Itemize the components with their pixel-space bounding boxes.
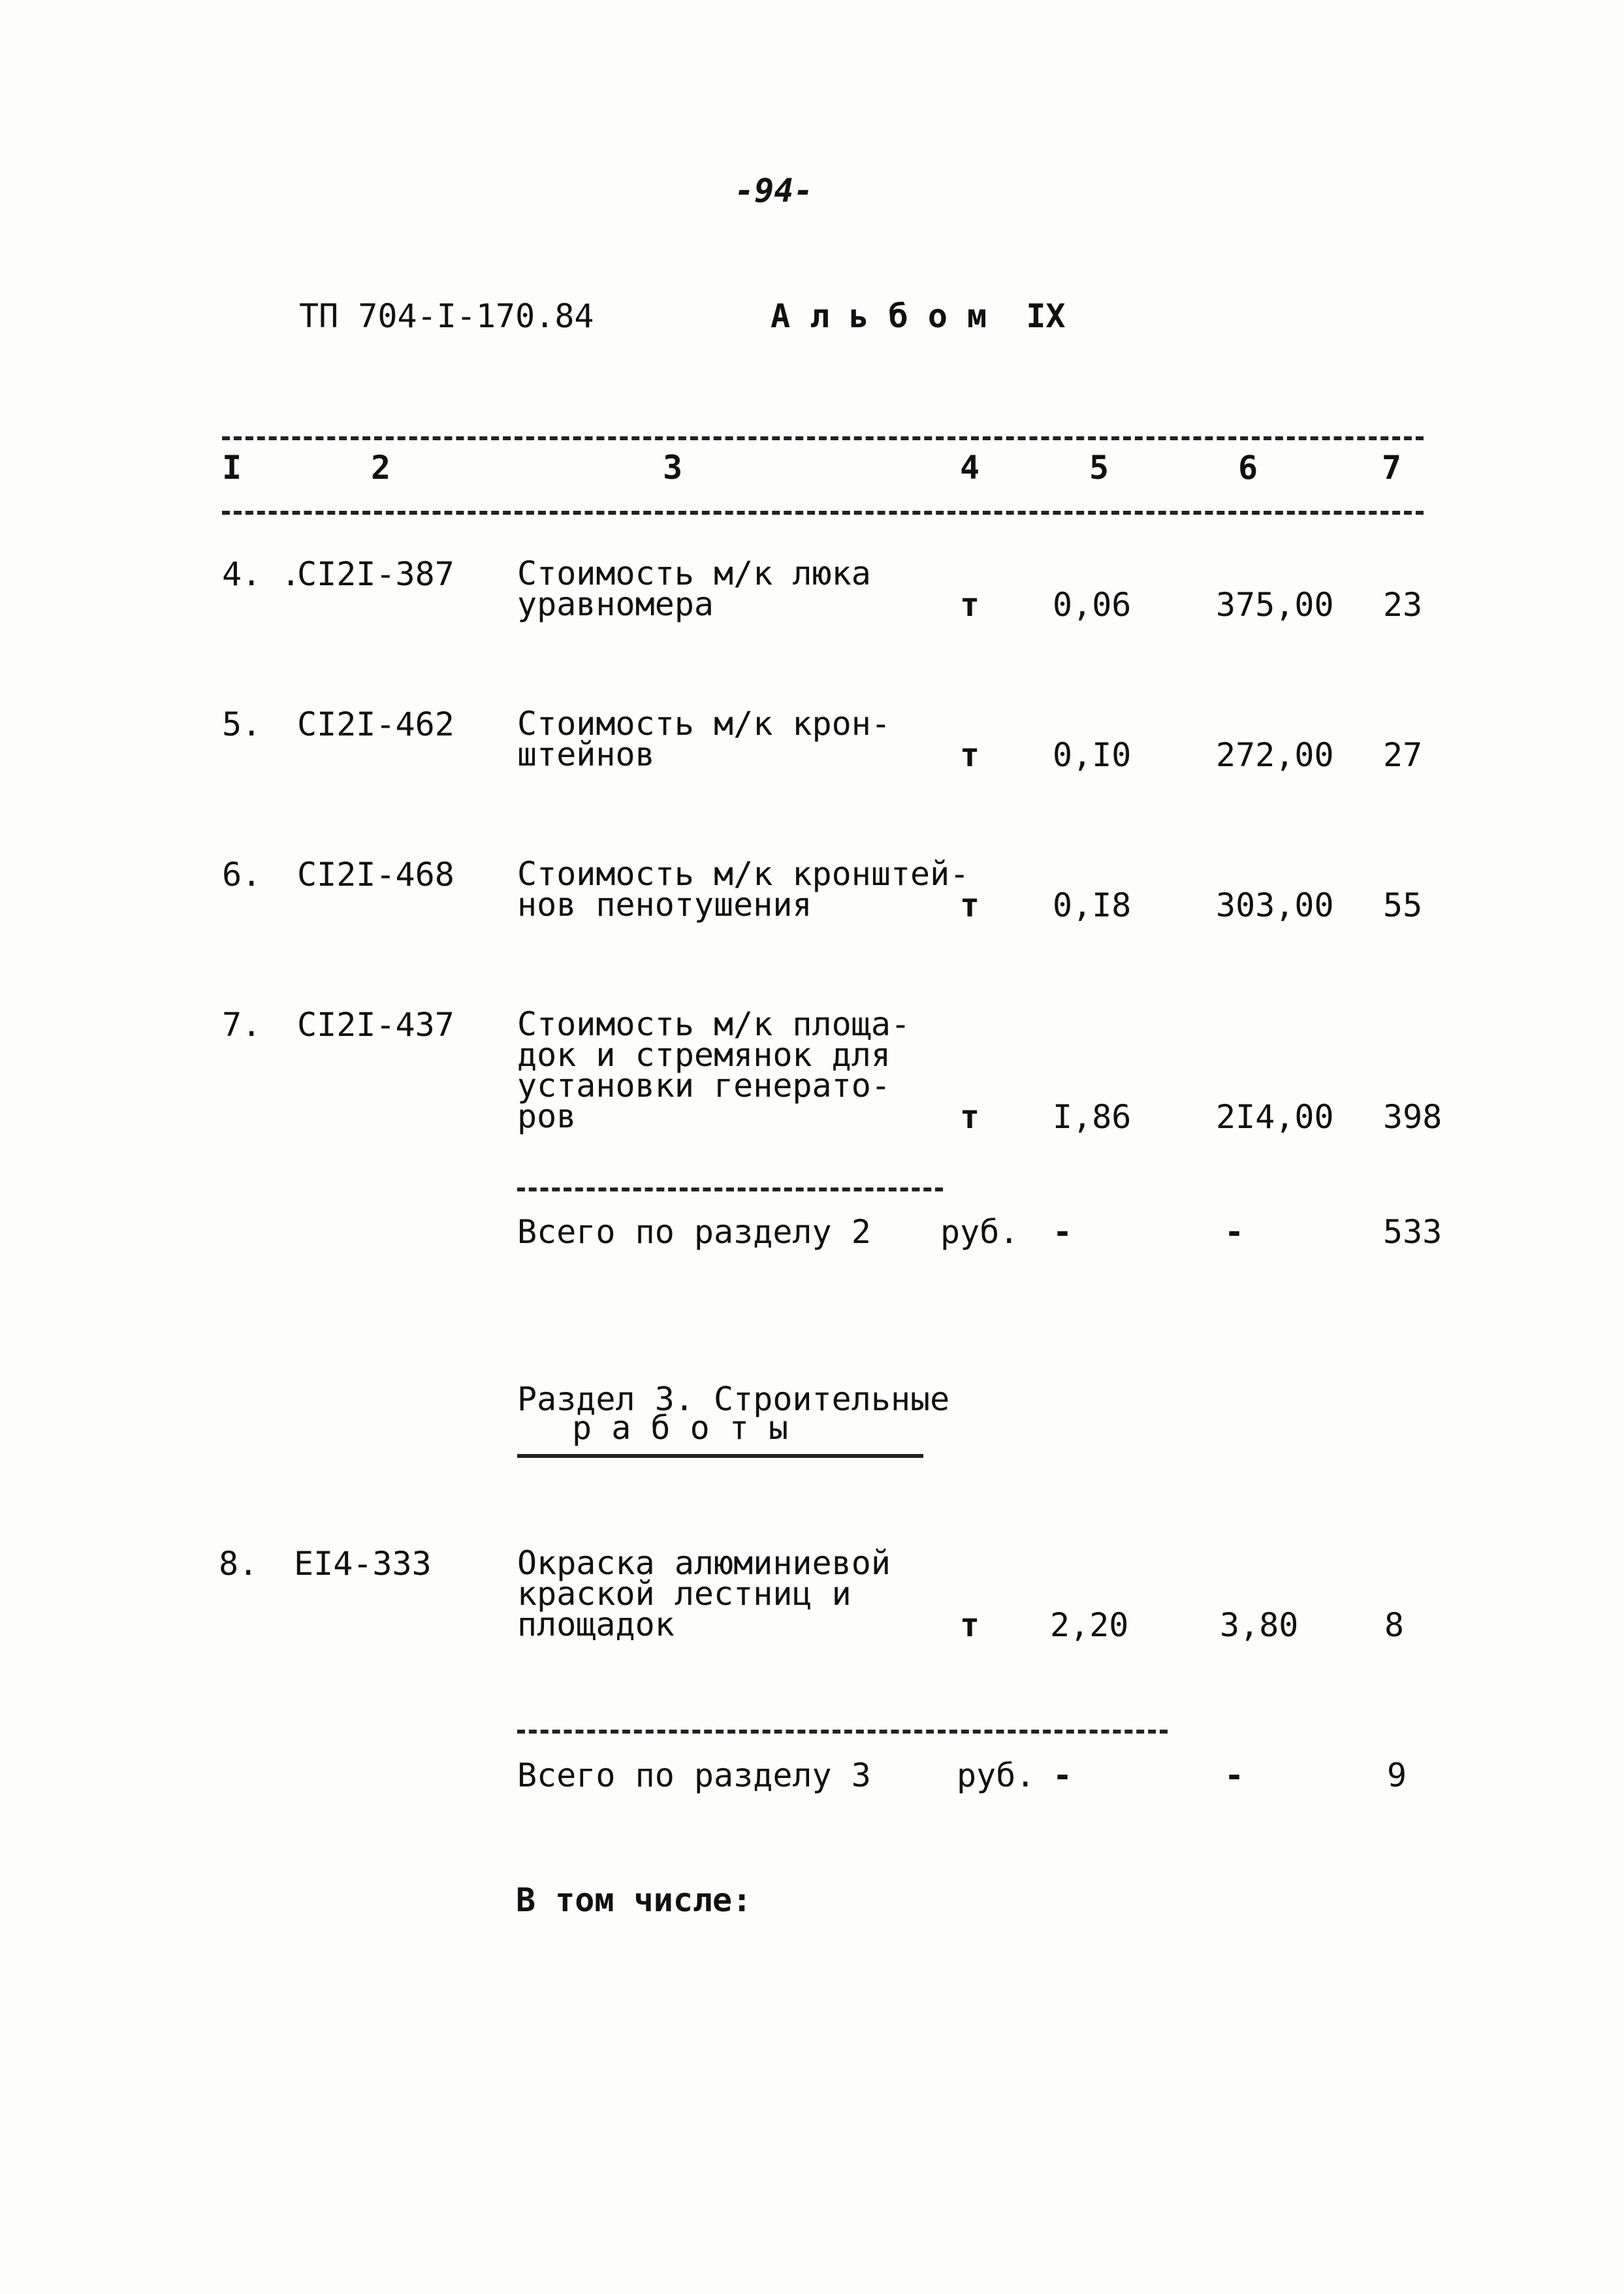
column-header-3: 3	[663, 449, 683, 487]
section-subtitle: р а б о т ы	[572, 1409, 789, 1447]
column-header-1: I	[222, 449, 242, 487]
section-underline	[517, 1454, 923, 1458]
row-unit: т	[960, 736, 980, 774]
row-description-line: Стоимость м/к крон-	[517, 705, 891, 743]
row-total: 23	[1383, 586, 1423, 624]
subtotal-unit: руб.	[957, 1756, 1036, 1794]
row-price: 3,80	[1220, 1606, 1299, 1644]
row-unit: т	[960, 1098, 980, 1136]
row-description-line: установки генерато-	[517, 1067, 891, 1105]
row-code: EI4-333	[294, 1545, 432, 1583]
page-number: -94-	[735, 172, 814, 210]
album-label: А л ь б о м IX	[771, 297, 1066, 335]
subtotal-label: Всего по разделу 2	[517, 1213, 871, 1251]
row-unit: т	[960, 586, 980, 624]
row-total: 8	[1384, 1606, 1405, 1644]
row-quantity: 0,06	[1053, 586, 1132, 624]
row-unit: т	[960, 886, 980, 924]
subtotal-rule	[517, 1730, 1168, 1734]
row-description-line: площадок	[517, 1606, 675, 1643]
row-total: 55	[1383, 886, 1423, 924]
row-total: 398	[1383, 1098, 1442, 1136]
subtotal-total: 533	[1383, 1213, 1442, 1251]
row-number: 6.	[222, 856, 262, 894]
row-description-line: Окраска алюминиевой	[517, 1544, 891, 1582]
subtotal-rule	[517, 1187, 943, 1191]
row-description-line: нов пенотушения	[517, 886, 812, 924]
row-number: 4. .	[222, 555, 301, 593]
row-number: 5.	[222, 705, 262, 743]
row-number: 7.	[222, 1006, 262, 1044]
row-price: 2I4,00	[1216, 1098, 1334, 1136]
row-price: 272,00	[1216, 736, 1334, 774]
column-header-5: 5	[1089, 449, 1109, 487]
column-header-2: 2	[371, 449, 391, 487]
column-header-7: 7	[1382, 449, 1402, 487]
row-quantity: 2,20	[1050, 1606, 1129, 1644]
row-quantity: 0,I8	[1053, 886, 1132, 924]
row-description-line: Стоимость м/к кронштей-	[517, 855, 970, 893]
row-description-line: штейнов	[517, 735, 655, 773]
row-total: 27	[1383, 736, 1423, 774]
row-price: 303,00	[1216, 886, 1334, 924]
row-price: 375,00	[1216, 586, 1334, 624]
section-title: Раздел 3. Строительные	[517, 1380, 950, 1418]
row-description-line: уравномера	[517, 585, 714, 623]
row-description-line: Стоимость м/к люка	[517, 555, 871, 592]
footer-note: В том числе:	[516, 1881, 752, 1919]
row-unit: т	[960, 1606, 980, 1644]
row-description-line: Стоимость м/к площа-	[517, 1005, 911, 1043]
subtotal-total: 9	[1387, 1756, 1407, 1794]
row-quantity: I,86	[1053, 1098, 1132, 1136]
row-description-line: ров	[517, 1097, 577, 1135]
row-description-line: док и стремянок для	[517, 1036, 891, 1074]
row-quantity: 0,I0	[1053, 736, 1132, 774]
header-bottom-rule	[222, 511, 1424, 515]
subtotal-label: Всего по разделу 3	[517, 1756, 871, 1794]
row-code: CI2I-462	[297, 705, 454, 743]
subtotal-price: -	[1224, 1213, 1245, 1251]
subtotal-price: -	[1224, 1756, 1245, 1794]
header-top-rule	[222, 436, 1424, 440]
column-header-6: 6	[1238, 449, 1258, 487]
subtotal-quantity: -	[1053, 1756, 1073, 1794]
row-description-line: краской лестниц и	[517, 1575, 852, 1613]
row-number: 8.	[219, 1545, 259, 1583]
subtotal-unit: руб.	[940, 1213, 1019, 1251]
subtotal-quantity: -	[1053, 1213, 1073, 1251]
column-header-4: 4	[960, 449, 980, 487]
row-code: CI2I-387	[297, 555, 454, 593]
row-code: CI2I-468	[297, 856, 454, 894]
row-code: CI2I-437	[297, 1006, 454, 1044]
document-code: ТП 704-I-170.84	[299, 297, 594, 335]
